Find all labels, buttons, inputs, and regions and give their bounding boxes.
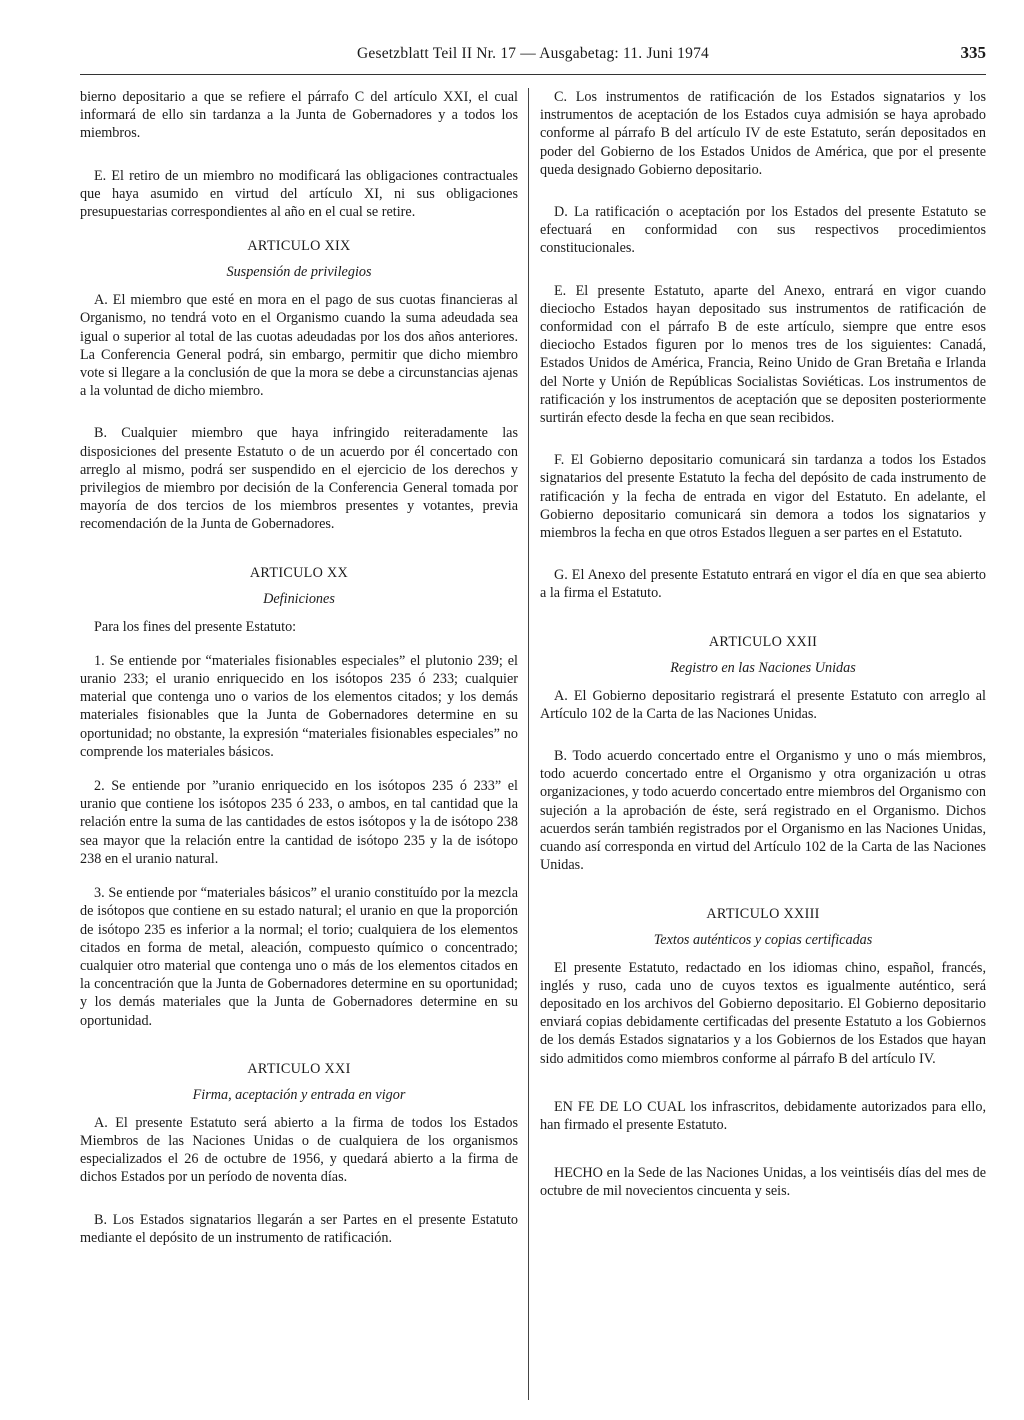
paragraph-continuation: bierno depositario a que se refiere el párrafo C del artículo XXI, el cual informará de ello sin tardanza a la Junta de Gobernadores y a todos los miembros. <box>80 89 518 142</box>
page-header <box>80 45 986 71</box>
article-subheading-xxii: Registro en las Naciones Unidas <box>670 659 856 676</box>
paragraph-art21-g: G. El Anexo del presente Estatuto entrará en vigor el día en que sea abierto a la firma el Estatuto. <box>540 567 986 602</box>
column-divider <box>528 88 529 1400</box>
paragraph-art21-f: F. El Gobierno depositario comunicará sin tardanza a todos los Estados signatarios del presente Estatuto la fecha del depósito de cada instrumento de ratificación y la fecha de entrada en vigor del Estatuto. En adelante, el Gobierno depositario comunicará sin demora a todos los signatarios y miembros la fecha en que otros Estados lleguen a ser partes en el Estatuto. <box>540 452 986 542</box>
paragraph-art21-a: A. El presente Estatuto será abierto a la firma de todos los Estados Miembros de las Naciones Unidas o de cualquiera de los organismos especializados el 26 de octubre de 1956, y quedará abierto a la firma de dichos Estados por un período de noventa días. <box>80 1114 518 1186</box>
article-subheading-xix: Suspensión de privilegios <box>226 264 372 281</box>
paragraph-art20-2: 2. Se entiende por ”uranio enriquecido en los isótopos 235 ó 233” el uranio que contiene los isótopos 235 ó 233, o ambos, en tal cantidad que la relación entre la suma de las cantidades de estos isótopos y la de isótopo 238 sea mayor que la relación entre la cantidad de isótopo 235 y la de isótopo 238 en el uranio natural. <box>80 778 518 867</box>
article-heading-xxiii: ARTICULO XXIII <box>706 905 820 922</box>
right-column <box>540 88 986 1201</box>
paragraph-art21-d: D. La ratificación o aceptación por los Estados del presente Estatuto se efectuará en conformidad con sus respectivos procedimientos constitucionales. <box>540 204 986 257</box>
paragraph-art21-c: C. Los instrumentos de ratificación de los Estados signatarios y los instrumentos de aceptación de los Estados cuya admisión se haya aprobado conforme al párrafo B del artículo IV de este Estatuto, serán depositados en poder del Gobierno de los Estados Unidos de América, que por el presente queda designado Gobierno depositario. <box>540 89 986 178</box>
paragraph-art19-a: A. El miembro que esté en mora en el pago de sus cuotas financieras al Organismo, no tendrá voto en el Organismo cuando la suma adeudada sea igual o superior al total de las cuotas adeudadas por los dos años anteriores. La Conferencia General podrá, sin embargo, permitir que dicho miembro vote si llegare a la conclusión de que la mora se debe a circunstancias ajenas a la voluntad de dicho miembro. <box>80 292 518 400</box>
paragraph-hecho: HECHO en la Sede de las Naciones Unidas, a los veintiséis días del mes de octubre de mil novecientos cincuenta y seis. <box>540 1165 986 1200</box>
paragraph-art21-e: E. El presente Estatuto, aparte del Anexo, entrará en vigor cuando dieciocho Estados hayan depositado sus instrumentos de ratificación de conformidad con el párrafo B de este artículo, siempre que entre esos dieciocho Estados figuren por lo menos tres de los siguientes: Canadá, Estados Unidos de América, Francia, Reino Unido de Gran Bretaña e Irlanda del Norte y Unión de Repúblicas Socialistas Soviéticas. Los instrumentos de ratificación y los instrumentos de aceptación que se depositen posteriormente surtirán efecto desde la fecha en que sean recibidos. <box>540 282 986 427</box>
paragraph-art21-b: B. Los Estados signatarios llegarán a ser Partes en el presente Estatuto mediante el depósito de un instrumento de ratificación. <box>80 1211 518 1246</box>
article-subheading-xx: Definiciones <box>263 590 335 607</box>
article-heading-xxi: ARTICULO XXI <box>247 1060 351 1077</box>
article-subheading-xxiii: Textos auténticos y copias certificadas <box>653 931 873 948</box>
paragraph-art22-a: A. El Gobierno depositario registrará el presente Estatuto con arreglo al Artículo 102 de la Carta de las Naciones Unidas. <box>540 687 986 722</box>
paragraph-art20-3: 3. Se entiende por “materiales básicos” el uranio constituído por la mezcla de isótopos que contiene en su estado natural; el uranio en que la proporción de isótopo 235 es inferior a la normal; el torio; cualquiera de los elementos citados en forma de metal, aleación, compuesto químico o concentrado; cualquier otro material que contenga uno o más de los elementos citados en la concentración que la Junta de Gobernadores determine en su oportunidad; y los demás materiales que la Junta de Gobernadores determine en su oportunidad. <box>80 885 518 1029</box>
paragraph-art19-b: B. Cualquier miembro que haya infringido reiteradamente las disposiciones del presente Estatuto o de un acuerdo por él concertado con arreglo al mismo, podrá ser suspendido en el ejercicio de los derechos y privilegios de miembro por decisión de la Conferencia General tomada por mayoría de dos tercios de los miembros presentes y votantes, previa recomendación de la Junta de Gobernadores. <box>80 425 518 533</box>
paragraph-art20-1: 1. Se entiende por “materiales fisionables especiales” el plutonio 239; el uranio 233; el uranio enriquecido en los isótopos 235 ó 233; cualquier material que contenga uno o varios de los elementos citados; y los demás materiales fisionables que la Junta de Gobernadores determine en su oportunidad; no obstante, la expresión “materiales fisionables especiales” no comprende los materiales básicos. <box>80 652 518 760</box>
paragraph-art23: El presente Estatuto, redactado en los idiomas chino, español, francés, inglés y ruso, cada uno de cuyos textos es igualmente auténtico, será depositado en los archivos del Gobierno depositario. El Gobierno depositario enviará copias debidamente certificadas del presente Estatuto a los Gobiernos de los demás Estados signatarios y a los Gobiernos de los Estados que hayan sido admitidos como miembros conforme al párrafo B del artículo IV. <box>540 959 986 1067</box>
article-heading-xxii: ARTICULO XXII <box>708 633 818 650</box>
paragraph-en-fe: EN FE DE LO CUAL los infrascritos, debidamente autorizados para ello, han firmado el presente Estatuto. <box>540 1098 986 1133</box>
paragraph-art20-intro: Para los fines del presente Estatuto: <box>94 618 297 635</box>
paragraph-art18-e: E. El retiro de un miembro no modificará las obligaciones contractuales que haya asumido en virtud del artículo XI, ni sus obligaciones presupuestarias correspondientes al año en el cual se retire. <box>80 167 518 221</box>
left-column <box>80 88 518 1247</box>
article-heading-xx: ARTICULO XX <box>249 564 349 581</box>
header-rule <box>80 74 986 75</box>
paragraph-art22-b: B. Todo acuerdo concertado entre el Organismo y uno o más miembros, todo acuerdo concertado entre el Organismo y otra organización u otras organizaciones, y todo acuerdo concertado entre miembros del Organismo con sujeción a la aprobación de éste, será registrado en el Organismo. Dichos acuerdos serán también registrados por el Organismo en las Naciones Unidas, cuando así corresponda en virtud del Artículo 102 de la Carta de las Naciones Unidas. <box>540 748 986 874</box>
page-number: 335 <box>960 43 986 62</box>
article-subheading-xxi: Firma, aceptación y entrada en vigor <box>192 1086 406 1103</box>
article-heading-xix: ARTICULO XIX <box>247 238 351 255</box>
running-title: Gesetzblatt Teil II Nr. 17 — Ausgabetag: 11. Juni 1974 <box>357 45 709 62</box>
